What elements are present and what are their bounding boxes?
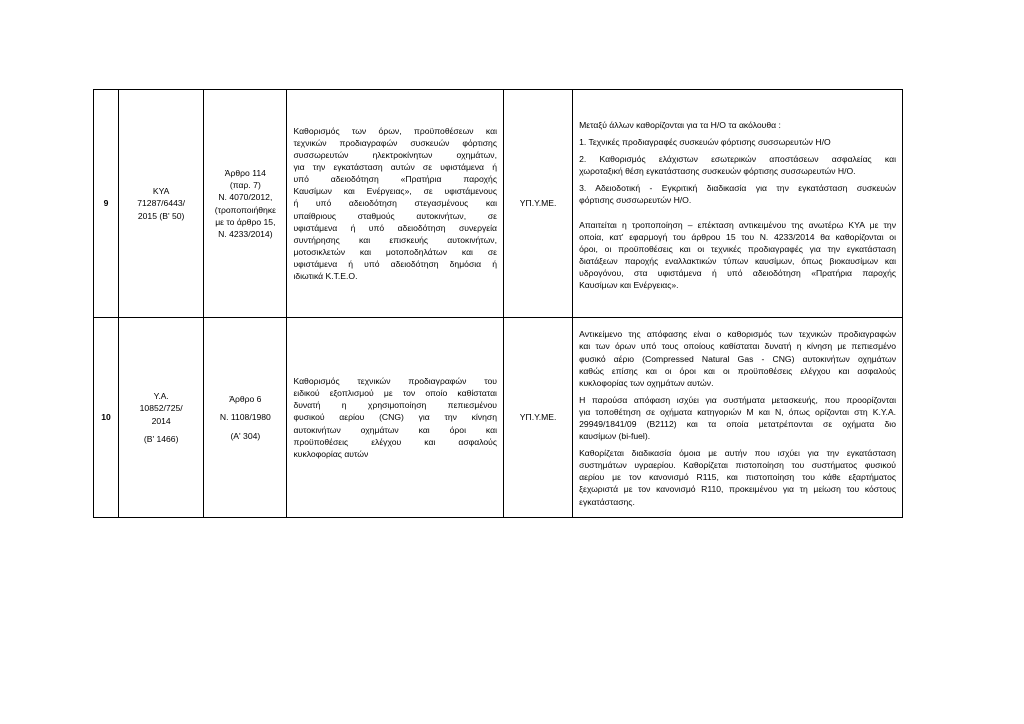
basis-line: Άρθρο 6 — [229, 394, 262, 405]
description-line: προϋποθέσεις ελέγχου και ασφαλούς — [293, 436, 497, 447]
ref-line: ΚΥΑ — [152, 186, 170, 197]
content-line: αερίου με τον κανονισμό R115, και πιστοποίηση του κάθε εξαρτήματος — [579, 472, 896, 483]
row-number: 9 — [94, 90, 119, 318]
ref-line: (Β' 1466) — [143, 433, 179, 444]
content-line: φυσικό αέριο (Compressed Natural Gas - CNG) αυτοκινήτων οχημάτων — [579, 353, 896, 364]
amendment-line: οποία, κατ' εφαρμογή του άρθρου 15 του Ν. 4233/2014 θα καθορίζονται οι — [579, 231, 896, 242]
content-summary — [573, 318, 903, 518]
basis-line: Ν. 4233/2014) — [218, 228, 273, 239]
content-item: χωροταξική θέση εγκατάστασης συσκευών φόρτισης συσσωρευτών Η/Ο. — [579, 166, 856, 177]
content-summary — [573, 90, 903, 318]
content-intro: Μεταξύ άλλων καθορίζονται για τα Η/Ο τα ακόλουθα : — [579, 119, 781, 130]
decision-reference — [119, 90, 204, 318]
content-line: συστημάτων υγραερίου. Καθορίζεται πιστοποίηση του συστήματος φυσικού — [579, 460, 896, 471]
row-number: 10 — [94, 318, 119, 518]
content-line: 29949/1841/09 (Β2112) και τα οποία μετατρέπονται σε οχήματα διο — [579, 419, 896, 429]
content-line: Η παρούσα απόφαση ισχύει για συστήματα μετασκευής, που προορίζονται — [579, 394, 896, 405]
basis-line: (παρ. 7) — [229, 180, 261, 191]
table-row — [94, 318, 903, 518]
authority: ΥΠ.Υ.ΜΕ. — [503, 318, 572, 518]
ref-line: 2015 (Β' 50) — [137, 210, 185, 221]
description-line: Καθορισμός τεχνικών προδιαγραφών του — [293, 376, 497, 387]
content-item: 2. Καθορισμός ελάχιστων εσωτερικών αποστάσεων ασφαλείας και — [579, 154, 896, 165]
basis-line: Άρθρο 114 — [224, 168, 266, 179]
description-line: ή υπό αδειοδότηση στεγασμένους και — [293, 198, 497, 209]
description — [287, 90, 504, 318]
description-line: συσσωρευτών ηλεκτροκίνητων οχημάτων, — [293, 150, 497, 161]
content-line: Αντικείμενο της απόφασης είναι ο καθορισμός των τεχνικών προδιαγραφών — [579, 329, 896, 340]
description-line: τεχνικών προδιαγραφών συσκευών φόρτισης — [293, 137, 497, 148]
description-line: υφιστάμενα ή υπό αδειοδότηση δημόσια ή — [293, 258, 497, 269]
legal-basis — [204, 90, 287, 318]
regulations-table — [93, 89, 903, 518]
description-line: δυνατή η χρησιμοποίηση πεπιεσμένου — [293, 400, 497, 411]
description-line: φυσικού αερίου (CNG) για την κίνηση — [293, 412, 497, 423]
description-line: Καθορισμός των όρων, προϋποθέσεων και — [293, 125, 497, 136]
ref-line: 71287/6443/ — [137, 198, 186, 209]
amendment-line: όροι, οι προϋποθέσεις και οι τεχνικές προδιαγραφές για την εγκατάσταση — [579, 243, 896, 254]
decision-reference — [119, 318, 204, 518]
content-line: καθώς επίσης και οι όροι και οι προϋποθέσεις ελέγχου και ασφαλούς — [579, 365, 896, 376]
legal-basis — [204, 318, 287, 518]
table-row — [94, 90, 903, 318]
content-line: ξεχωριστά με τον κανονισμό R110, προκειμένου για τη μείωση του κόστους — [579, 484, 896, 495]
description-line: υφιστάμενα ή υπό αδειοδότηση συνεργεία — [293, 222, 497, 233]
ref-line: Υ.Α. — [153, 391, 169, 402]
basis-line: (Α' 304) — [230, 430, 261, 441]
amendment-line: Απαιτείται η τροποποίηση – επέκταση αντικειμένου της ανωτέρω ΚΥΑ με την — [579, 219, 896, 230]
description — [287, 318, 504, 518]
amendment-line: διατάξεων παροχής εναλλακτικών τύπων καυσίμων, όπως βιοκαυσίμων και — [579, 255, 896, 266]
description-line: αυτοκινήτων οχημάτων και όροι και — [293, 424, 497, 435]
description-line: συντήρησης και επισκευής αυτοκινήτων, — [293, 234, 497, 245]
amendment-line: Καυσίμων και Ενέργειας». — [579, 279, 679, 290]
description-line: κυκλοφορίας αυτών — [293, 448, 369, 459]
content-line: κυκλοφορίας των οχημάτων αυτών. — [579, 377, 714, 388]
ref-line: 2014 — [151, 415, 171, 426]
content-line: και των όρων υπό τους οποίους καθίσταται δυνατή η κίνηση με πεπιεσμένο — [579, 341, 896, 352]
description-line: μοτοσικλετών και μοτοποδηλάτων και σε — [293, 246, 497, 257]
ref-line: 10852/725/ — [139, 403, 183, 414]
content-line: για τοποθέτηση σε οχήματα κατηγοριών Μ και Ν, όπως ορίζονται στη Κ.Υ.Α. — [579, 406, 896, 417]
description-line: υπαίθριους σταθμούς αυτοκινήτων, σε — [293, 210, 497, 221]
description-line: ειδικού εξοπλισμού με τον οποίο καθίσταται — [293, 388, 497, 399]
description-line: υπό αδειοδότηση «Πρατήρια παροχής — [293, 174, 497, 185]
amendment-line: υδρογόνου, στα υφιστάμενα ή υπό αδειοδότηση «Πρατήρια παροχής — [579, 267, 896, 278]
description-line: ιδιωτικά Κ.Τ.Ε.Ο. — [293, 271, 358, 282]
content-item: 3. Αδειοδοτική - Εγκριτική διαδικασία για την εγκατάσταση συσκευών — [579, 183, 896, 194]
description-line: Καυσίμων και Ενέργειας», σε υφιστάμενους — [293, 186, 497, 197]
content-line: καυσίμων (bi-fuel). — [579, 431, 651, 442]
basis-line: με το άρθρο 15, — [215, 216, 276, 227]
description-line: για την εγκατάσταση αυτών σε υφιστάμενα ή — [293, 162, 497, 173]
content-item: 1. Τεχνικές προδιαγραφές συσκευών φόρτισης συσσωρευτών Η/Ο — [579, 137, 831, 148]
authority: ΥΠ.Υ.ΜΕ. — [503, 90, 572, 318]
content-item: φόρτισης συσσωρευτών Η/Ο. — [579, 195, 692, 206]
basis-line: Ν. 4070/2012, — [218, 192, 273, 203]
content-line: εγκατάστασης. — [579, 496, 635, 507]
basis-line: Ν. 1108/1980 — [219, 412, 271, 423]
basis-line: (τροποποιήθηκε — [214, 204, 276, 215]
content-line: Καθορίζεται διαδικασία όμοια με αυτήν που ισχύει για την εγκατάσταση — [579, 448, 896, 459]
